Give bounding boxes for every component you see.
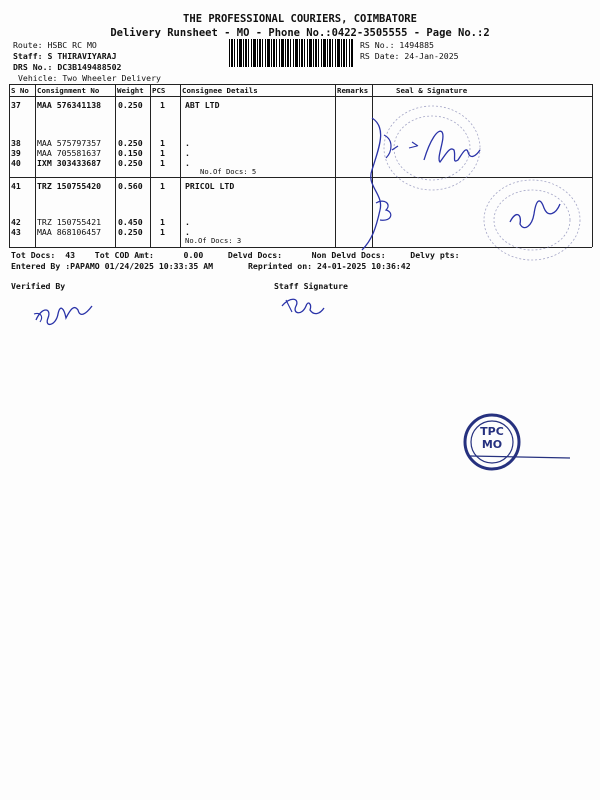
cell-consignment: TRZ 150755420: [37, 181, 102, 191]
faint-stamp-top: [384, 106, 480, 190]
cell-sno: 39: [11, 148, 21, 158]
verified-signature: [36, 306, 92, 324]
seal-signature-2: [510, 201, 560, 228]
staff-signature: [286, 300, 292, 312]
totals-line: Tot Docs: 43 Tot COD Amt: 0.00 Delvd Docs: Non Delvd Docs: Delvy pts:: [11, 250, 460, 260]
col-header-consignee: Consignee Details: [182, 86, 258, 95]
cell-sno: 40: [11, 158, 21, 168]
cell-pcs: 1: [160, 227, 165, 237]
seal-signature-1: [409, 142, 418, 148]
drs-number: DRS No.: DC3B149488502: [13, 62, 122, 72]
cell-pcs: 1: [160, 138, 165, 148]
col-header-remarks: Remarks: [337, 86, 369, 95]
staff-signature-label: Staff Signature: [274, 281, 348, 291]
cell-consignee: .: [185, 148, 190, 158]
entered-by: Entered By :PAPAMO 01/24/2025 10:33:35 AM: [11, 261, 214, 271]
cell-consignment: MAA 576341138: [37, 100, 102, 110]
staff-signature: [282, 299, 324, 313]
cell-consignment: TRZ 150755421: [37, 217, 102, 227]
cell-weight: 0.250: [118, 138, 143, 148]
cell-consignment: MAA 575797357: [37, 138, 102, 148]
col-header-consignment: Consignment No: [37, 86, 100, 95]
col-header-sno: S No: [11, 86, 29, 95]
cell-consignment: MAA 868106457: [37, 227, 102, 237]
stamp-text-top: TPC: [480, 425, 504, 438]
docs-count: No.Of Docs: 5: [200, 167, 257, 176]
col-header-weight: Weight: [117, 86, 144, 95]
company-title: THE PROFESSIONAL COURIERS, COIMBATORE: [183, 13, 417, 25]
cell-consignee: .: [185, 138, 190, 148]
remarks-ink-mark: [384, 135, 398, 158]
col-header-pcs: PCS: [152, 86, 166, 95]
remarks-ink-mark: [362, 118, 381, 250]
cell-weight: 0.560: [118, 181, 143, 191]
cell-consignee: ABT LTD: [185, 100, 220, 110]
seal-signature-1: [424, 131, 480, 162]
cell-weight: 0.250: [118, 227, 143, 237]
rs-number: RS No.: 1494885: [360, 40, 434, 50]
cell-sno: 42: [11, 217, 21, 227]
cell-consignee: PRICOL LTD: [185, 181, 235, 191]
cell-pcs: 1: [160, 100, 165, 110]
cell-consignee: .: [185, 217, 190, 227]
cell-consignment: MAA 705581637: [37, 148, 102, 158]
reprinted-on: Reprinted on: 24-01-2025 10:36:42: [248, 261, 411, 271]
cell-consignment: IXM 303433687: [37, 158, 102, 168]
verified-by-label: Verified By: [11, 281, 66, 291]
cell-pcs: 1: [160, 148, 165, 158]
cell-pcs: 1: [160, 181, 165, 191]
staff-label: Staff: S THIRAVIYARAJ: [13, 51, 117, 61]
rs-date: RS Date: 24-Jan-2025: [360, 51, 459, 61]
cell-sno: 41: [11, 181, 21, 191]
cell-consignee: .: [185, 227, 190, 237]
vehicle-label: Vehicle: Two Wheeler Delivery: [18, 73, 161, 83]
cell-weight: 0.450: [118, 217, 143, 227]
route-label: Route: HSBC RC MO: [13, 40, 97, 50]
cell-weight: 0.250: [118, 158, 143, 168]
cell-sno: 43: [11, 227, 21, 237]
cell-sno: 38: [11, 138, 21, 148]
docs-count: No.Of Docs: 3: [185, 236, 242, 245]
stamp-text-bottom: MO: [481, 438, 503, 451]
cell-weight: 0.150: [118, 148, 143, 158]
runsheet-subtitle: Delivery Runsheet - MO - Phone No.:0422-3505555 - Page No.:2: [110, 27, 490, 39]
cell-pcs: 1: [160, 158, 165, 168]
cell-sno: 37: [11, 100, 21, 110]
verified-signature: [34, 313, 42, 322]
cell-weight: 0.250: [118, 100, 143, 110]
cell-pcs: 1: [160, 217, 165, 227]
col-header-seal: Seal & Signature: [396, 86, 468, 95]
cell-consignee: .: [185, 158, 190, 168]
